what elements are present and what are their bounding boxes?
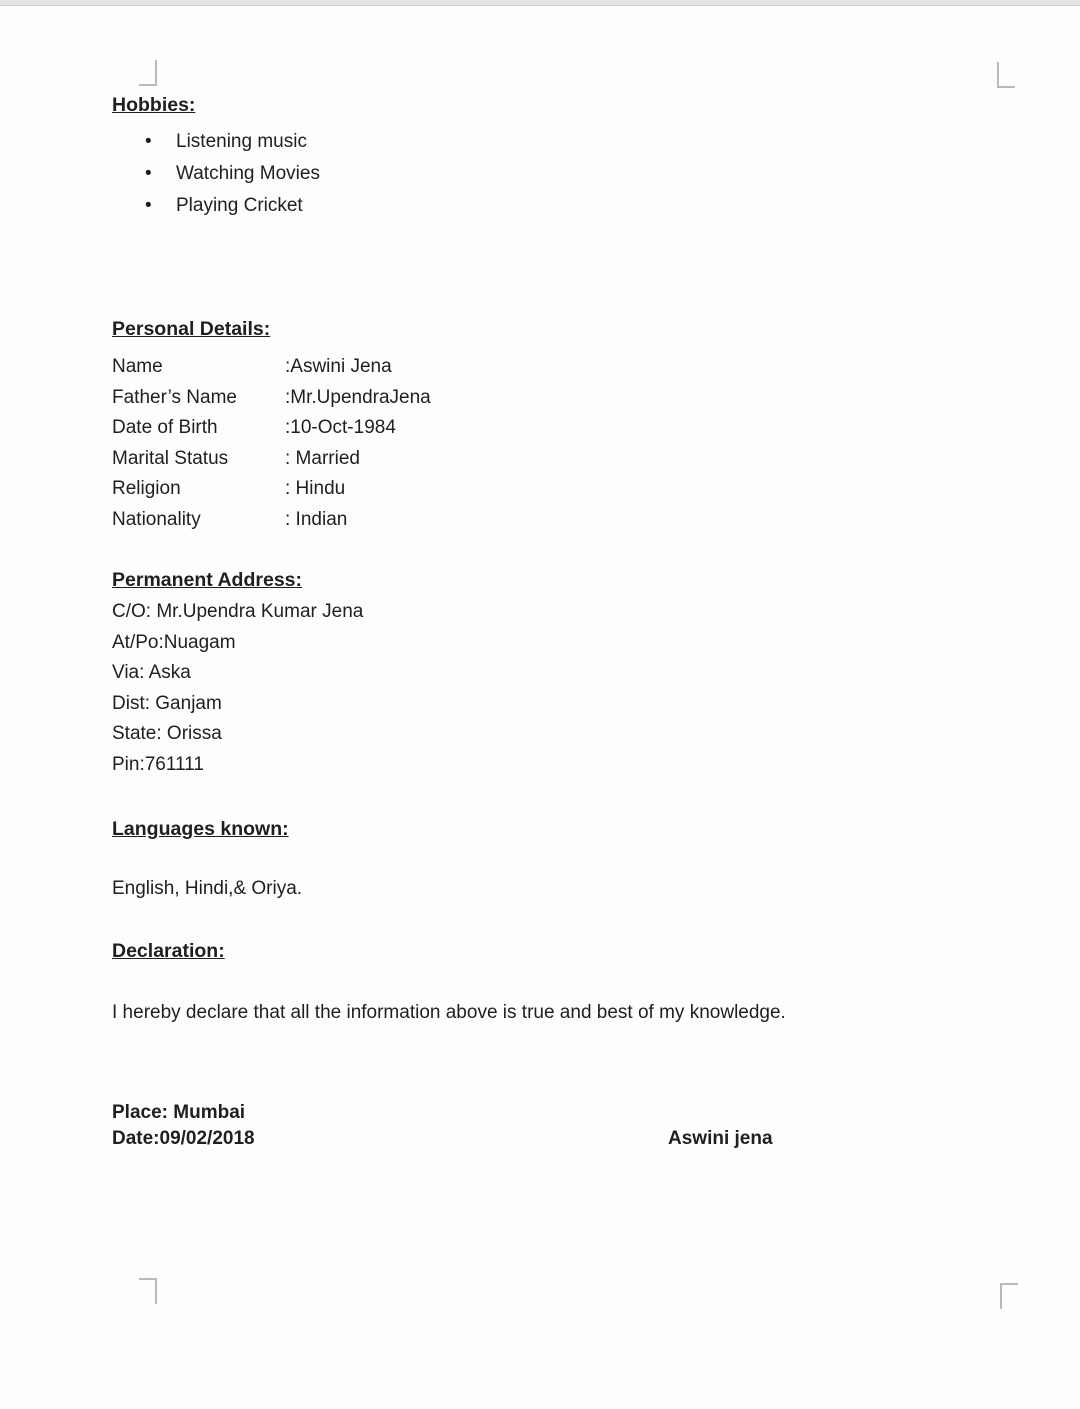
personal-details-rows [112, 352, 982, 535]
detail-row [112, 444, 982, 475]
page-corner-mark-bottom-right [1000, 1283, 1018, 1309]
detail-row [112, 474, 982, 505]
detail-label: Name [112, 356, 163, 377]
declaration-section [112, 936, 982, 1028]
hobby-item: • Listening music [112, 126, 982, 158]
address-line: State: Orissa [112, 723, 222, 744]
detail-value: :Aswini Jena [285, 356, 392, 377]
signature-text: Aswini jena [668, 1128, 773, 1149]
detail-label: Date of Birth [112, 417, 218, 438]
document-content [112, 0, 982, 1152]
detail-value: : Indian [285, 508, 348, 530]
permanent-address-heading: Permanent Address: [112, 569, 303, 591]
detail-label: Religion [112, 478, 181, 499]
permanent-address-section [112, 565, 982, 780]
detail-value: :Mr.UpendraJena [285, 386, 431, 408]
address-line: Via: Aska [112, 662, 191, 683]
address-line: Dist: Ganjam [112, 692, 222, 714]
languages-heading: Languages known: [112, 818, 289, 840]
hobby-item: • Playing Cricket [112, 190, 982, 222]
footer-section [112, 1100, 982, 1152]
address-line: At/Po:Nuagam [112, 631, 236, 653]
detail-row [112, 383, 982, 414]
detail-value: : Hindu [285, 478, 346, 499]
place-text: Place: Mumbai [112, 1102, 246, 1123]
page-corner-mark-bottom-left [139, 1278, 157, 1304]
address-line: C/O: Mr.Upendra Kumar Jena [112, 601, 364, 622]
detail-label: Nationality [112, 508, 201, 530]
address-line: Pin:761111 [112, 753, 204, 775]
hobbies-section [112, 90, 982, 222]
detail-value: : Married [285, 447, 360, 469]
detail-row [112, 352, 982, 383]
declaration-heading: Declaration: [112, 940, 225, 962]
personal-details-section [112, 314, 982, 535]
declaration-text: I hereby declare that all the information above is true and best of my knowledge. [112, 1002, 786, 1023]
detail-row [112, 505, 982, 536]
detail-label: Marital Status [112, 447, 229, 469]
detail-row [112, 413, 982, 444]
hobbies-list [112, 126, 982, 222]
permanent-address-lines [112, 597, 982, 780]
footer-row [112, 1126, 982, 1152]
hobby-item: • Watching Movies [112, 158, 982, 190]
detail-value: :10-Oct-1984 [285, 417, 396, 438]
date-text: Date:09/02/2018 [112, 1128, 255, 1149]
languages-section [112, 814, 982, 904]
hobbies-heading: Hobbies: [112, 94, 196, 116]
page-corner-mark-top-right [997, 62, 1015, 88]
personal-details-heading: Personal Details: [112, 318, 271, 340]
detail-label: Father’s Name [112, 386, 237, 408]
languages-text: English, Hindi,& Oriya. [112, 878, 303, 899]
